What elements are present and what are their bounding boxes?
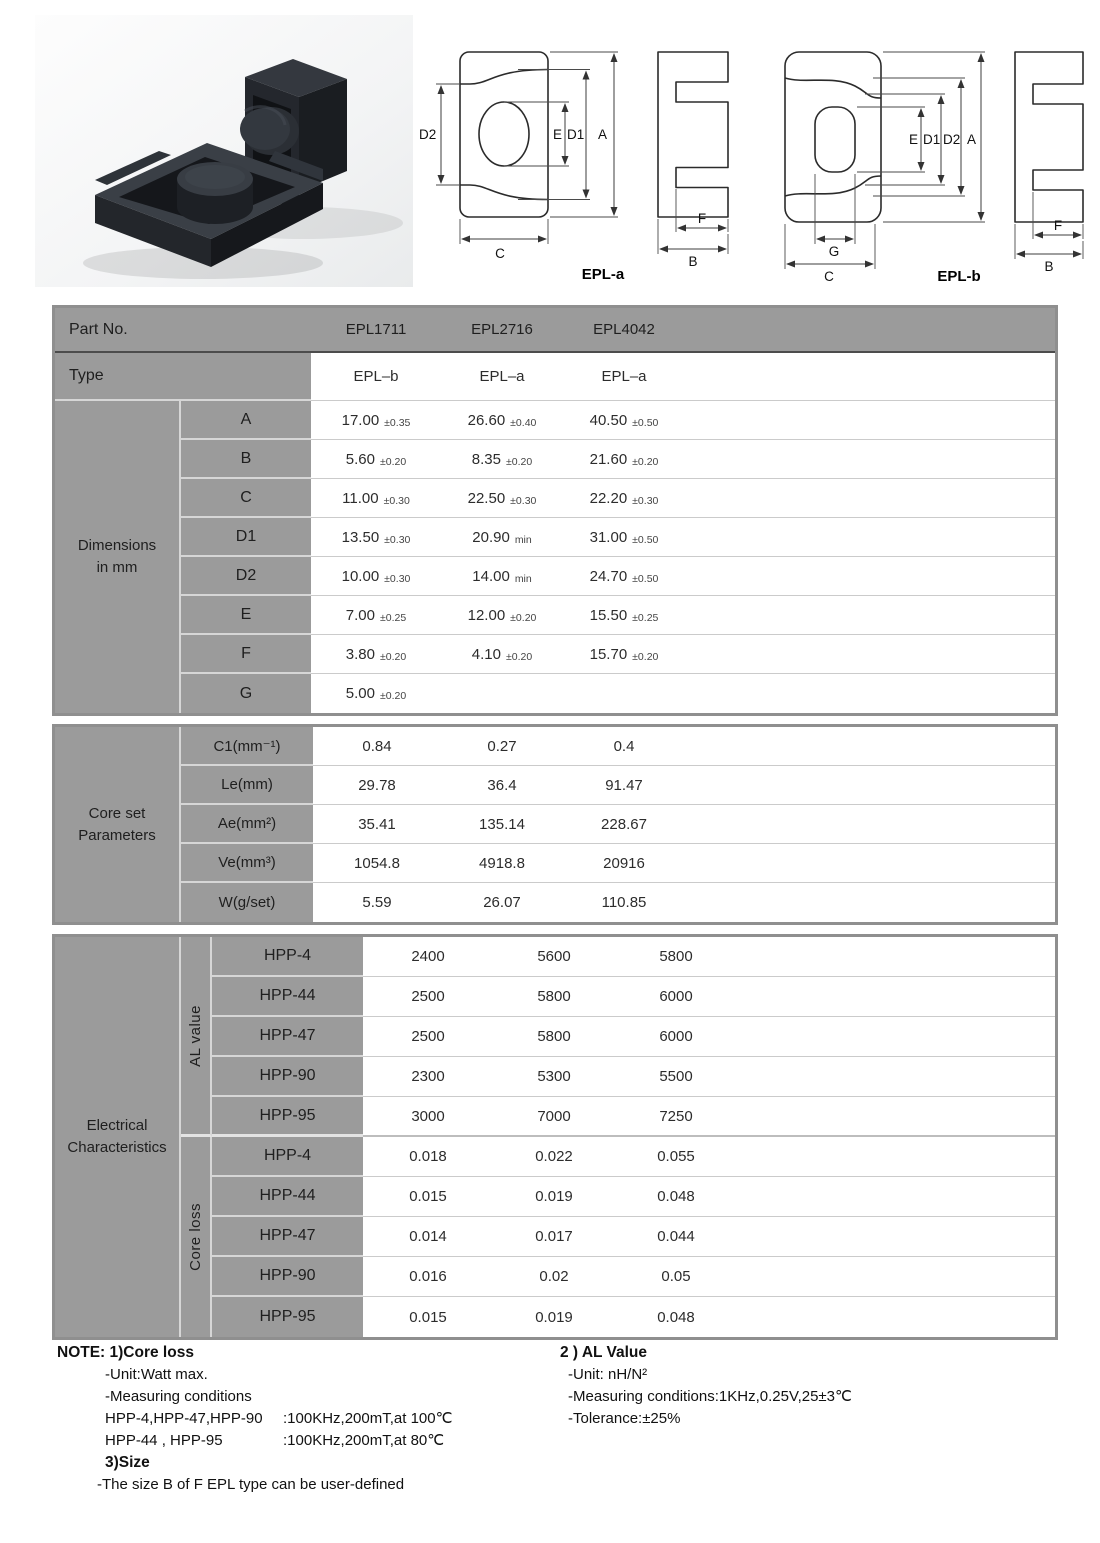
row-label-g: G [181, 674, 311, 713]
row-filler [737, 937, 1055, 977]
core-loss-value: 0.019 [493, 1177, 615, 1217]
row-label-a: A [181, 401, 311, 440]
note-condition [57, 1408, 560, 1430]
param-value: 5.59 [362, 894, 392, 911]
category-line: Dimensions [77, 537, 157, 555]
dim-value [311, 440, 441, 479]
dim-label-e: E [909, 132, 919, 147]
row-filler [737, 1177, 1055, 1217]
tolerance: ±0.30 [384, 572, 411, 585]
subcategory-label: Core loss [187, 1203, 204, 1271]
col-header-part1: EPL1711 [311, 308, 441, 353]
value: 15.50 [589, 606, 628, 624]
dim-value [441, 674, 563, 713]
drawing-epl-b [763, 32, 1100, 290]
value: 13.50 [341, 528, 380, 546]
value: 11.00 [342, 489, 379, 507]
core-loss-value: 0.019 [535, 1308, 573, 1326]
value: 24.70 [589, 567, 628, 585]
row-filler [685, 557, 1055, 596]
tolerance: ±0.50 [632, 533, 659, 546]
tolerance: ±0.30 [632, 494, 659, 507]
dim-label-c: C [824, 269, 834, 284]
tolerance: ±0.25 [632, 611, 659, 624]
value: 15.70 [589, 645, 628, 663]
type-label: Type [55, 353, 311, 401]
tolerance: ±0.30 [384, 533, 411, 546]
type-value: EPL–b [311, 353, 441, 401]
category-line: in mm [96, 559, 138, 576]
param-value: 26.07 [483, 894, 521, 911]
row-label-hpp4: HPP-4 [212, 1137, 363, 1177]
condition-key: HPP-44 , HPP-95 [105, 1432, 223, 1449]
tolerance: ±0.20 [506, 455, 533, 468]
col-header-part3: EPL4042 [563, 308, 685, 353]
row-label-w: W(g/set) [181, 883, 313, 922]
dim-value [441, 479, 563, 518]
dim-value [441, 596, 563, 635]
tolerance: ±0.50 [632, 572, 659, 585]
row-label-hpp47: HPP-47 [212, 1217, 363, 1257]
value: 20.90 [472, 528, 510, 546]
dim-value [311, 518, 441, 557]
col-header-part2: EPL2716 [441, 308, 563, 353]
row-filler [685, 440, 1055, 479]
value: 21.60 [589, 450, 628, 468]
dim-value [311, 401, 441, 440]
category-line: Parameters [78, 826, 156, 844]
row-label-ae: Ae(mm²) [181, 805, 313, 844]
tolerance: ±0.20 [510, 611, 537, 624]
param-value: 4918.8 [441, 844, 563, 883]
condition-key: HPP-4,HPP-47,HPP-90 [105, 1410, 263, 1427]
row-filler [737, 1097, 1055, 1137]
notes [57, 1342, 1067, 1496]
note-title: 2 ) AL Value [560, 1344, 648, 1361]
tolerance: ±0.20 [506, 650, 533, 663]
row-filler [685, 766, 1055, 805]
row-label-d2: D2 [181, 557, 311, 596]
al-value: 6000 [615, 977, 737, 1017]
row-label-hpp44: HPP-44 [212, 1177, 363, 1217]
tolerance: min [514, 572, 532, 585]
dim-label-d2: D2 [419, 127, 437, 142]
value: 14.00 [472, 567, 510, 585]
note-line: -Measuring conditions:1KHz,0.25V,25±3℃ [568, 1388, 852, 1405]
tolerance: ±0.40 [510, 416, 537, 429]
row-label-le: Le(mm) [181, 766, 313, 805]
al-value: 5800 [493, 1017, 615, 1057]
core-loss-value: 0.017 [493, 1217, 615, 1257]
subcategory-al-value [181, 937, 212, 1137]
drawing-label-epl-b: EPL-b [937, 268, 981, 285]
row-filler [685, 479, 1055, 518]
core-loss-value: 0.015 [363, 1177, 493, 1217]
row-filler [737, 1217, 1055, 1257]
value: 8.35 [471, 450, 501, 468]
row-filler [737, 1057, 1055, 1097]
al-value: 2500 [363, 977, 493, 1017]
row-filler [685, 844, 1055, 883]
category-dimensions [55, 401, 181, 713]
epl-b-front-view [785, 52, 985, 284]
row-filler [685, 596, 1055, 635]
note-line: -The size B of F EPL type can be user-defined [97, 1476, 405, 1493]
row-filler [685, 805, 1055, 844]
spec-table [52, 305, 1058, 1340]
row-filler [685, 727, 1055, 766]
note-condition [57, 1430, 560, 1452]
row-label-hpp44: HPP-44 [212, 977, 363, 1017]
category-core-set [55, 727, 181, 922]
param-value: 0.84 [313, 727, 441, 766]
row-label-c: C [181, 479, 311, 518]
param-value: 1054.8 [313, 844, 441, 883]
dim-label-a: A [598, 127, 608, 142]
value: 10.00 [341, 567, 380, 585]
row-label-d1: D1 [181, 518, 311, 557]
type-value: EPL–a [563, 353, 685, 401]
tolerance: ±0.20 [380, 650, 407, 663]
core-loss-value: 0.05 [615, 1257, 737, 1297]
condition-value: :100KHz,200mT,at 100℃ [283, 1410, 453, 1427]
note-core-loss [57, 1342, 560, 1496]
type-value: EPL–a [441, 353, 563, 401]
dim-value [563, 557, 685, 596]
al-value: 5500 [615, 1057, 737, 1097]
value: 26.60 [467, 411, 506, 429]
core-loss-value: 0.048 [657, 1308, 695, 1326]
category-line: Characteristics [67, 1139, 167, 1156]
note-line: -Unit: nH/N² [568, 1366, 648, 1383]
value: 17.00 [341, 411, 380, 429]
param-value: 135.14 [441, 805, 563, 844]
tolerance: ±0.30 [510, 494, 537, 507]
note-size-title: 3)Size [105, 1454, 150, 1471]
param-value: 20916 [563, 844, 685, 883]
table-section-core-set [52, 724, 1058, 925]
dim-value [563, 479, 685, 518]
row-filler [737, 1137, 1055, 1177]
tolerance: min [514, 533, 532, 546]
dim-label-d1: D1 [567, 127, 585, 142]
value: 5.00 [345, 685, 375, 702]
row-filler [685, 674, 1055, 713]
row-filler [737, 1257, 1055, 1297]
al-value: 5600 [493, 937, 615, 977]
al-value: 5300 [493, 1057, 615, 1097]
dim-value [441, 401, 563, 440]
al-value: 5800 [493, 977, 615, 1017]
param-value: 228.67 [563, 805, 685, 844]
core-loss-value: 0.044 [615, 1217, 737, 1257]
core-loss-value: 0.018 [363, 1137, 493, 1177]
param-value: 0.4 [563, 727, 685, 766]
value: 22.20 [589, 489, 628, 507]
param-value: 35.41 [313, 805, 441, 844]
tolerance: ±0.50 [632, 416, 659, 429]
tolerance: ±0.20 [632, 650, 659, 663]
dim-value [563, 674, 685, 713]
row-label-f: F [181, 635, 311, 674]
dim-value [563, 518, 685, 557]
dim-label-d2: D2 [943, 132, 961, 147]
dim-label-f: F [1053, 218, 1063, 233]
row-filler [737, 1297, 1055, 1337]
dim-value [311, 479, 441, 518]
drawing-label-epl-a: EPL-a [581, 266, 625, 283]
row-label-hpp95: HPP-95 [212, 1297, 363, 1337]
core-loss-value: 0.022 [493, 1137, 615, 1177]
row-filler [737, 977, 1055, 1017]
dim-value [441, 440, 563, 479]
epl-a-front-view [419, 52, 618, 261]
tolerance: ±0.20 [380, 455, 407, 468]
value: 31.00 [589, 528, 628, 546]
row-label-b: B [181, 440, 311, 479]
row-filler [685, 883, 1055, 922]
row-filler [685, 518, 1055, 557]
category-line: Electrical [86, 1117, 148, 1135]
al-value: 2400 [363, 937, 493, 977]
note-al-value [560, 1342, 1040, 1496]
part-no-label: Part No. [55, 308, 311, 353]
dim-label-d1: D1 [923, 132, 941, 147]
header-filler [685, 308, 1055, 353]
row-label-hpp90: HPP-90 [212, 1057, 363, 1097]
dim-label-f: F [697, 211, 707, 226]
core-loss-value: 0.014 [363, 1217, 493, 1257]
epl-a-side-view [658, 52, 728, 269]
row-filler [685, 635, 1055, 674]
dim-value [563, 635, 685, 674]
subcategory-core-loss [181, 1137, 212, 1337]
epl-b-side-view [1015, 52, 1083, 274]
tolerance: ±0.25 [380, 611, 407, 624]
param-value: 0.27 [441, 727, 563, 766]
al-value: 7000 [493, 1097, 615, 1137]
value: 7.00 [345, 606, 375, 624]
tolerance: ±0.20 [632, 455, 659, 468]
row-filler [737, 1017, 1055, 1057]
param-value: 91.47 [563, 766, 685, 805]
al-value: 7250 [615, 1097, 737, 1137]
dim-value [311, 674, 441, 713]
value: 4.10 [471, 645, 501, 663]
al-value: 2500 [363, 1017, 493, 1057]
dim-value [311, 557, 441, 596]
note-line: -Tolerance:±25% [568, 1410, 681, 1427]
core-loss-value: 0.016 [363, 1257, 493, 1297]
dim-value [311, 635, 441, 674]
category-line: Core set [88, 804, 146, 822]
row-filler [685, 353, 1055, 401]
value: 22.50 [467, 489, 506, 507]
al-value: 5800 [615, 937, 737, 977]
row-label-e: E [181, 596, 311, 635]
tolerance: ±0.20 [380, 690, 407, 702]
al-value: 2300 [363, 1057, 493, 1097]
al-value: 3000 [363, 1097, 493, 1137]
param-value: 110.85 [601, 894, 647, 911]
core-loss-value: 0.055 [615, 1137, 737, 1177]
row-filler [685, 401, 1055, 440]
dim-value [441, 635, 563, 674]
dim-value [563, 401, 685, 440]
dim-label-a: A [967, 132, 977, 147]
dim-value [441, 557, 563, 596]
subcategory-label: AL value [187, 1004, 204, 1067]
al-value: 6000 [615, 1017, 737, 1057]
dim-label-c: C [495, 246, 505, 261]
param-value: 36.4 [441, 766, 563, 805]
dim-label-g: G [828, 244, 840, 259]
dim-value [563, 440, 685, 479]
value: 12.00 [467, 606, 506, 624]
dim-label-e: E [553, 127, 563, 142]
value: 40.50 [589, 411, 628, 429]
note-line: -Unit:Watt max. [105, 1366, 208, 1383]
dim-value [311, 596, 441, 635]
table-section-dimensions [52, 305, 1058, 716]
table-section-electrical [52, 934, 1058, 1340]
dim-label-b: B [688, 254, 698, 269]
param-value: 29.78 [313, 766, 441, 805]
core-loss-value: 0.048 [615, 1177, 737, 1217]
row-label-hpp95: HPP-95 [212, 1097, 363, 1137]
core-loss-value: 0.02 [493, 1257, 615, 1297]
category-electrical [55, 937, 181, 1337]
condition-value: :100KHz,200mT,at 80℃ [283, 1432, 445, 1449]
core-loss-value: 0.015 [409, 1308, 447, 1326]
tolerance: ±0.35 [384, 416, 411, 429]
row-label-hpp47: HPP-47 [212, 1017, 363, 1057]
row-label-c1: C1(mm⁻¹) [181, 727, 313, 766]
row-label-hpp90: HPP-90 [212, 1257, 363, 1297]
value: 5.60 [345, 450, 375, 468]
row-label-ve: Ve(mm³) [181, 844, 313, 883]
note-title: NOTE: 1)Core loss [57, 1344, 194, 1361]
dim-label-b: B [1044, 259, 1054, 274]
note-line: -Measuring conditions [105, 1388, 252, 1405]
dim-value [563, 596, 685, 635]
product-photo [35, 15, 413, 287]
drawing-epl-a [418, 32, 766, 290]
row-label-hpp4: HPP-4 [212, 937, 363, 977]
dim-value [441, 518, 563, 557]
value: 3.80 [345, 645, 375, 663]
tolerance: ±0.30 [383, 494, 410, 507]
